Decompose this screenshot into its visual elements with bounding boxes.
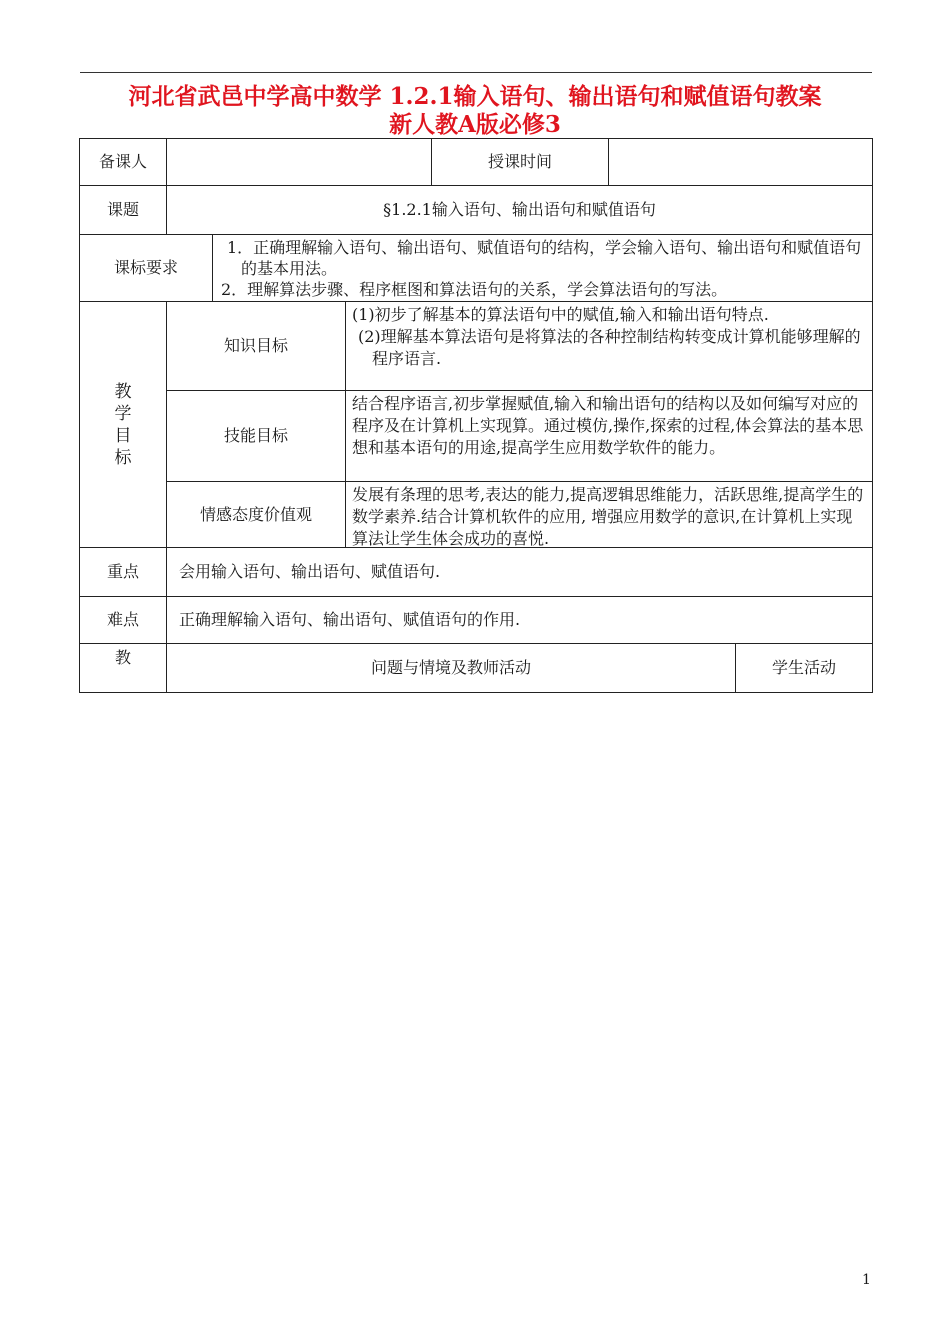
standard-item: 1．正确理解输入语句、输出语句、赋值语句的结构，学会输入语句、输出语句和赋值语句的基本用法。 [227, 238, 862, 278]
standard-content [212, 234, 873, 302]
top-rule [80, 72, 872, 73]
standard-item: 2．理解算法步骤、程序框图和算法语句的关系，学会算法语句的写法。 [221, 280, 728, 299]
topic-label: 课题 [79, 185, 167, 235]
page-number: 1 [862, 1272, 871, 1288]
skill-content: 结合程序语言,初步掌握赋值,输入和输出语句的结构以及如何编写对应的程序及在计算机上实现算。通过模仿,操作,探索的过程,体会算法的基本思想和基本语句的用途,提高学生应用数学软件的能力。 [345, 390, 873, 482]
standard-label: 课标要求 [79, 234, 213, 302]
emotion-content: 发展有条理的思考,表达的能力,提高逻辑思维能力，活跃思维,提高学生的数学素养.结合计算机软件的应用, 增强应用数学的意识,在计算机上实现算法让学生体会成功的喜悦. [345, 481, 873, 548]
difficult-label: 难点 [79, 596, 167, 644]
knowledge-item: (1)初步了解基本的算法语句中的赋值,输入和输出语句特点. [352, 305, 769, 324]
time-label: 授课时间 [431, 138, 609, 186]
goals-label-char: 学 [114, 403, 132, 424]
document-title: 河北省武邑中学高中数学 1.2.1输入语句、输出语句和赋值语句教案 [128, 83, 822, 110]
knowledge-item: (2)理解基本算法语句是将算法的各种控制结构转变成计算机能够理解的程序语言. [358, 327, 861, 368]
teach-label: 教 [79, 643, 167, 693]
document-subtitle: 新人教A版必修3 [389, 111, 561, 138]
activity-header: 问题与情境及教师活动 [166, 643, 736, 693]
preparer-label: 备课人 [79, 138, 167, 186]
knowledge-label: 知识目标 [166, 301, 346, 391]
student-header: 学生活动 [735, 643, 873, 693]
key-label: 重点 [79, 547, 167, 597]
difficult-content: 正确理解输入语句、输出语句、赋值语句的作用. [166, 596, 873, 644]
key-content: 会用输入语句、输出语句、赋值语句. [166, 547, 873, 597]
preparer-value [166, 138, 432, 186]
emotion-label: 情感态度价值观 [166, 481, 346, 548]
goals-label-char: 教 [114, 381, 132, 402]
knowledge-content [345, 301, 873, 391]
goals-label-char: 标 [114, 447, 132, 468]
topic-value: §1.2.1输入语句、输出语句和赋值语句 [166, 185, 873, 235]
time-value [608, 138, 873, 186]
goals-label [79, 301, 167, 548]
skill-label: 技能目标 [166, 390, 346, 482]
goals-label-char: 目 [114, 425, 132, 446]
